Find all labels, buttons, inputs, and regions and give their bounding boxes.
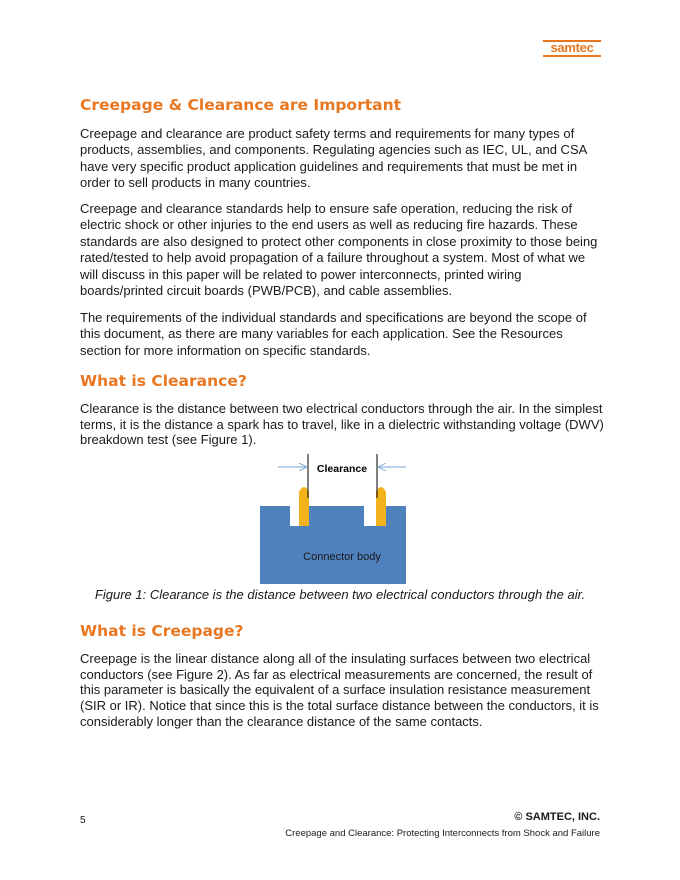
figure-1-caption: Figure 1: Clearance is the distance between two electrical conductors through the air.: [94, 587, 586, 602]
paragraph-standards: Creepage and clearance standards help to ensure safe operation, reducing the risk of electric shock or other injuries to the end users as well as reducing fire hazards. These standards are also designed to protect other components in close proximity to those being rated/tested to help avoid propagation of a failure throughout a system. Most of what we will discuss in this paper will be related to power interconnects, printed wiring boards/printed circuit boards (PWB/PCB), and cable assemblies.: [80, 201, 598, 299]
paragraph-requirements: The requirements of the individual standards and specifications are beyond the scope of this document, as there are many variables for each application. See the Resources section for more information on specific standards.: [80, 310, 587, 358]
logo-bar-bottom: [543, 55, 601, 57]
samtec-logo: [543, 40, 601, 58]
clearance-label: Clearance: [316, 463, 368, 475]
heading-what-is-clearance: What is Clearance?: [80, 372, 247, 390]
connector-body-label: Connector body: [303, 551, 381, 563]
paragraph-creepage-definition: Creepage is the linear distance along all of the insulating surfaces between two electrical conductors (see Figure 2). As far as electrical measurements are concerned, the result of this parameter is basically the equivalent of a surface insulation resistance measurement (SIR or IR). Notice that since this is the total surface distance between the conductors, it is considerably longer than the clearance distance of the same contacts.: [80, 651, 599, 729]
figure-clearance-diagram: [240, 446, 440, 586]
heading-what-is-creepage: What is Creepage?: [80, 622, 244, 640]
paragraph-clearance-definition: Clearance is the distance between two electrical conductors through the air. In the simplest terms, it is the distance a spark has to travel, like in a dielectric withstanding voltage (DWV) breakdown test (see Figure 1).: [80, 401, 604, 448]
page-number: 5: [80, 815, 86, 826]
footer-document-title: Creepage and Clearance: Protecting Interconnects from Shock and Failure: [285, 828, 600, 839]
logo-text: samtec: [550, 40, 594, 55]
heading-creepage-clearance-important: Creepage & Clearance are Important: [80, 96, 402, 114]
paragraph-intro: Creepage and clearance are product safety terms and requirements for many types of products, assemblies, and components. Regulating agencies such as IEC, UL, and CSA have very specific product application guidelines and requirements that must be met in order to sell products in many countries.: [80, 126, 587, 191]
footer-copyright: © SAMTEC, INC.: [514, 811, 600, 823]
